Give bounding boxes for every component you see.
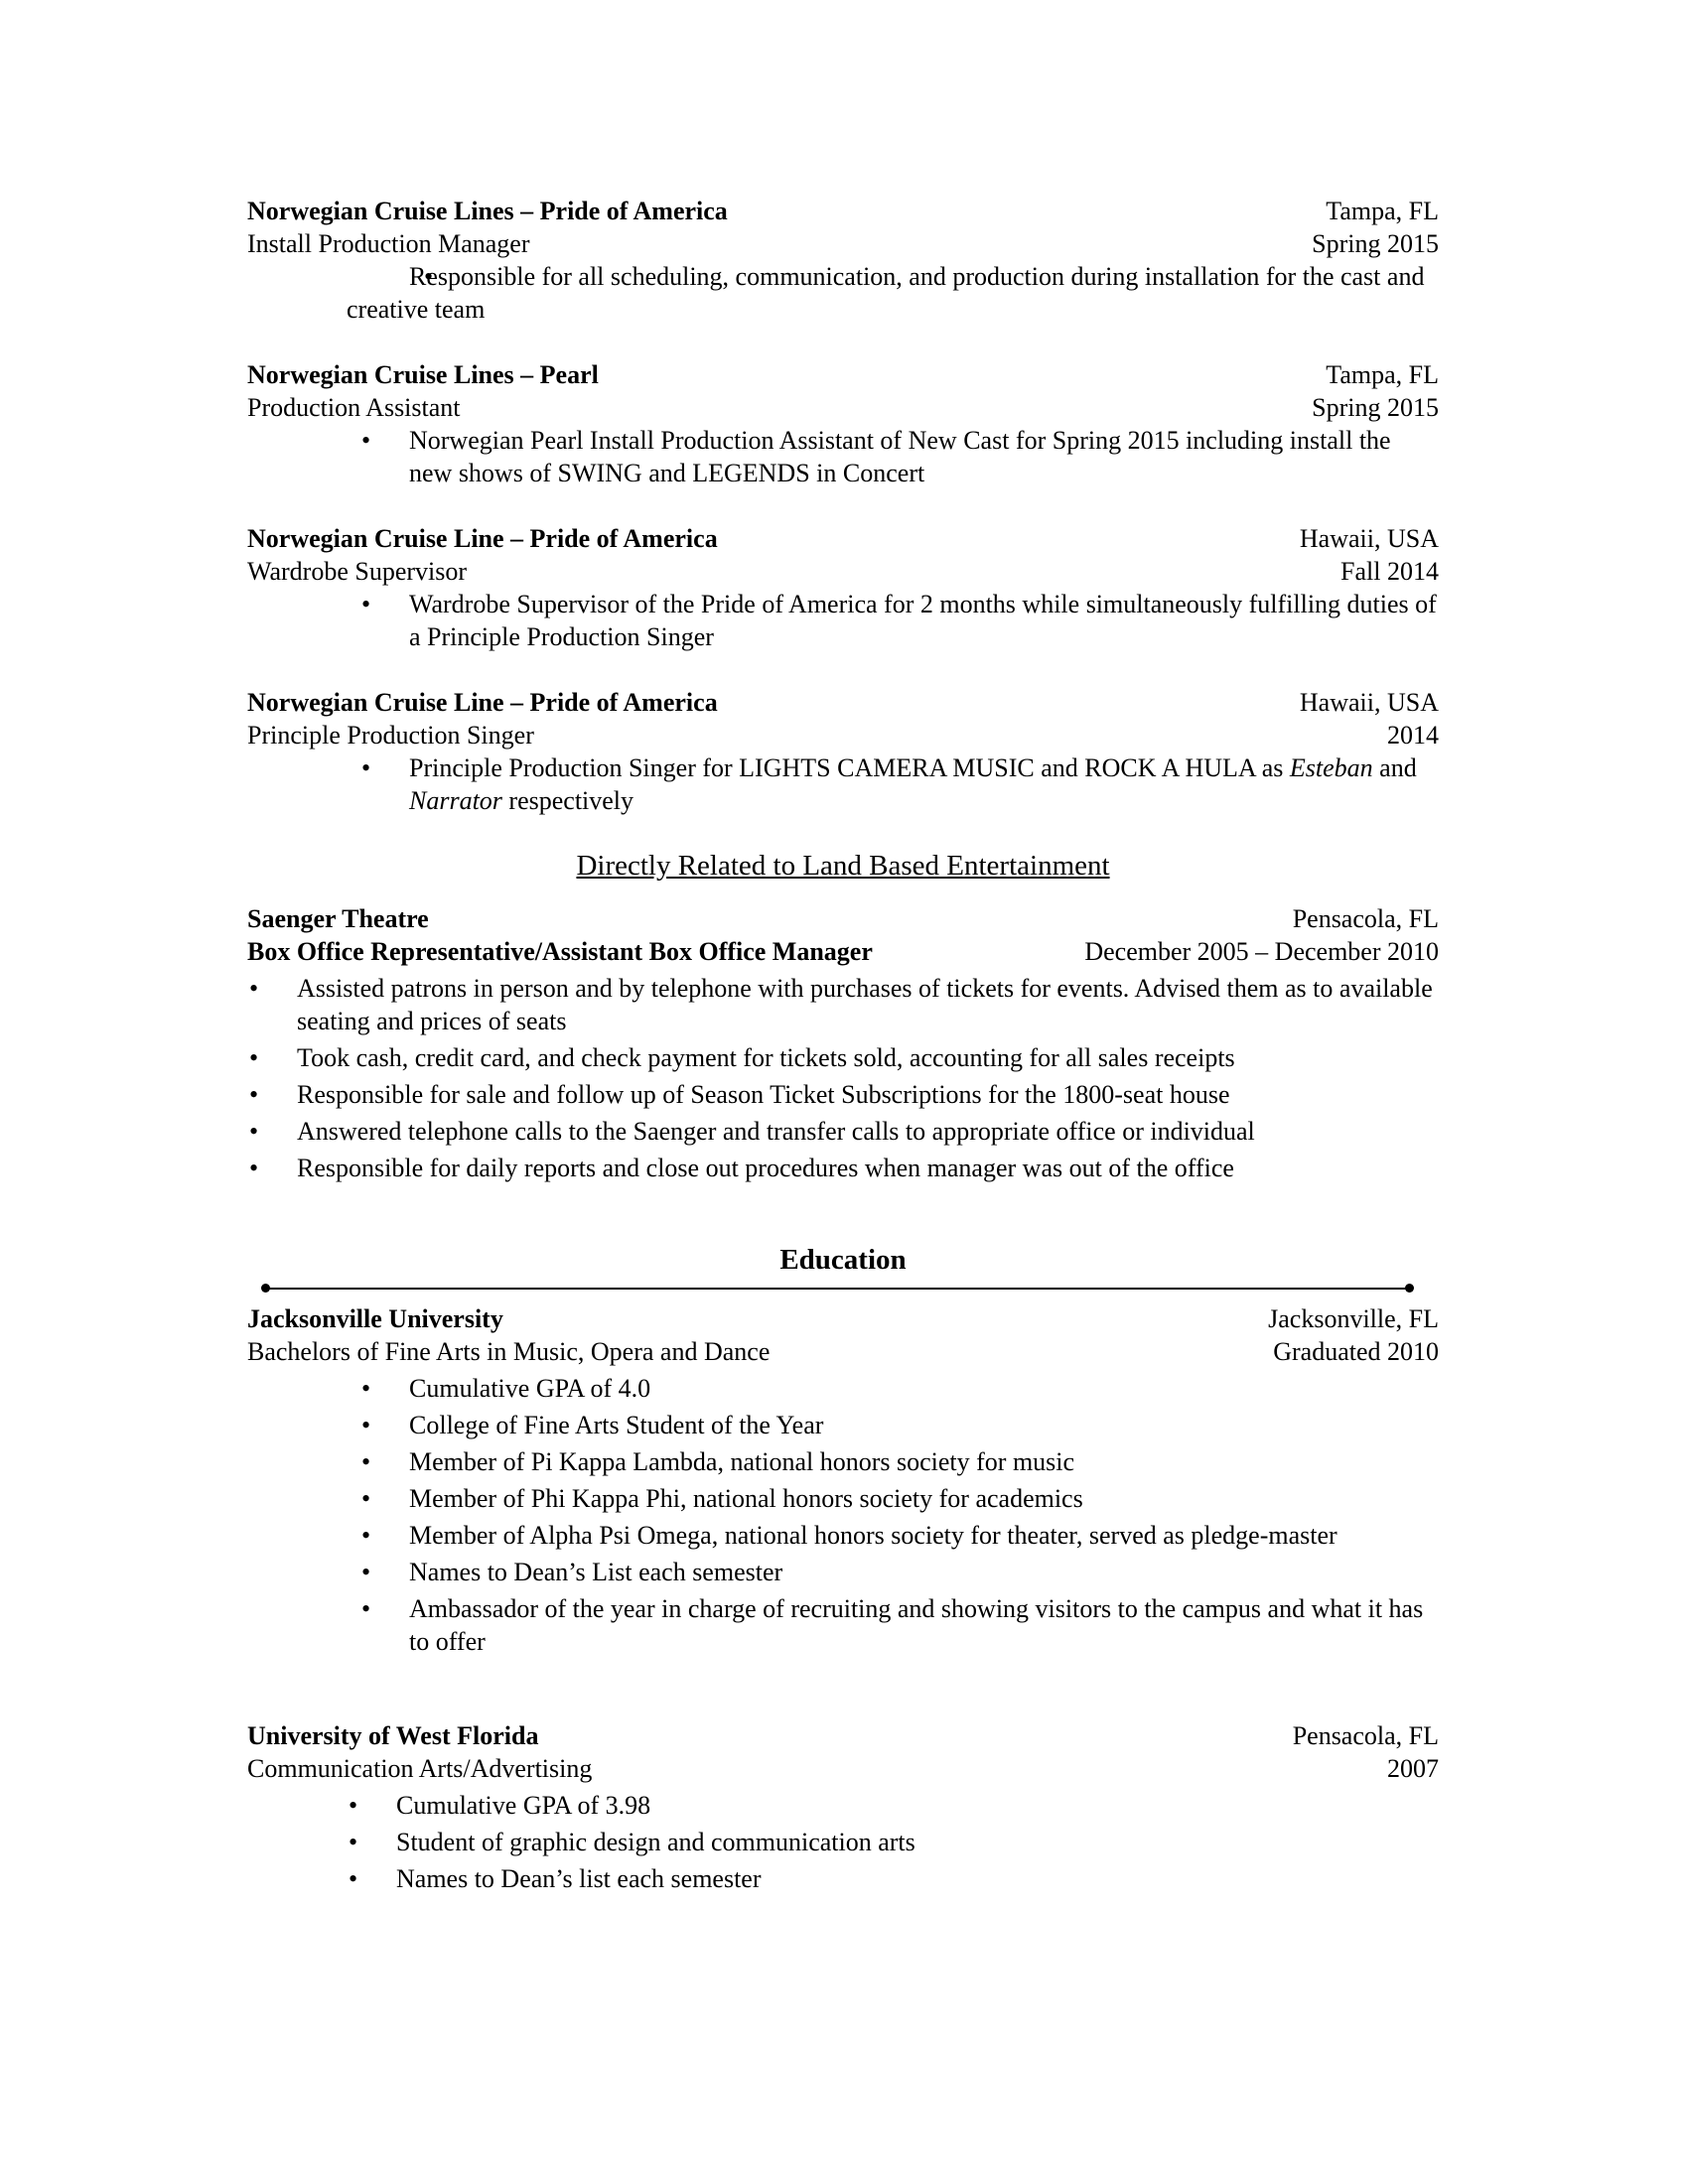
school-date: 2007 [1387,1754,1439,1783]
job-location: Hawaii, USA [1299,524,1439,553]
employer-name: Norwegian Cruise Line – Pride of America [247,524,718,553]
education-bullet: • Ambassador of the year in charge of recruiting and showing visitors to the campus and what it has to offer [409,1592,1439,1658]
job-bullet [409,751,1439,817]
job-date: 2014 [1387,721,1439,750]
job-bullet: • Responsible for all scheduling, communication, and production during installation for the cast and creative team [347,260,1439,326]
bullet-text: and [1372,753,1417,782]
job-date: Spring 2015 [1312,393,1439,422]
job-bullet: • Answered telephone calls to the Saenger and transfer calls to appropriate office or individual [297,1115,1439,1148]
education-bullet: • Student of graphic design and communication arts [396,1826,1439,1858]
school-location: Jacksonville, FL [1268,1304,1439,1333]
job-bullet: • Wardrobe Supervisor of the Pride of America for 2 months while simultaneously fulfilling duties of a Principle Production Singer [409,588,1439,653]
job-entry [247,522,1439,653]
job-bullet: • Norwegian Pearl Install Production Assistant of New Cast for Spring 2015 including install the new shows of SWING and LEGENDS in Concert [409,424,1439,489]
employer-name: Norwegian Cruise Lines – Pearl [247,360,599,389]
school-location: Pensacola, FL [1292,1721,1439,1750]
job-entry [247,358,1439,489]
education-bullet: • College of Fine Arts Student of the Year [409,1409,1439,1441]
job-date: Fall 2014 [1340,557,1439,586]
job-bullet: • Assisted patrons in person and by telephone with purchases of tickets for events. Advised them as to available seating and prices of seats [297,972,1439,1037]
education-bullet: • Names to Dean’s list each semester [396,1862,1439,1895]
bullet-text: Principle Production Singer for LIGHTS CAMERA MUSIC and ROCK A HULA as [409,753,1290,782]
job-entry [247,195,1439,326]
education-heading: Education [779,1244,907,1276]
job-location: Tampa, FL [1326,197,1439,225]
degree: Bachelors of Fine Arts in Music, Opera and Dance [247,1337,771,1366]
education-bullet: • Member of Alpha Psi Omega, national honors society for theater, served as pledge-master [409,1519,1439,1552]
school-entry [247,1302,1439,1658]
school-name: University of West Florida [247,1721,539,1750]
job-location: Pensacola, FL [1292,904,1439,933]
job-entry [247,902,1439,1184]
job-date: Spring 2015 [1312,229,1439,258]
section-divider [261,1281,1414,1297]
education-bullet: • Cumulative GPA of 3.98 [396,1789,1439,1822]
job-title: Box Office Representative/Assistant Box Office Manager [247,937,873,966]
job-bullet: • Responsible for daily reports and close out procedures when manager was out of the office [297,1152,1439,1184]
education-bullet: • Member of Phi Kappa Phi, national honors society for academics [409,1482,1439,1515]
job-title: Install Production Manager [247,229,530,258]
education-bullet: • Names to Dean’s List each semester [409,1556,1439,1588]
job-location: Tampa, FL [1326,360,1439,389]
education-bullet: • Cumulative GPA of 4.0 [409,1372,1439,1405]
bullet-text: respectively [501,786,634,815]
role-name: Narrator [409,786,502,815]
employer-name: Saenger Theatre [247,904,429,933]
school-name: Jacksonville University [247,1304,503,1333]
job-location: Hawaii, USA [1299,688,1439,717]
job-bullet: • Took cash, credit card, and check payment for tickets sold, accounting for all sales receipts [297,1041,1439,1074]
job-title: Principle Production Singer [247,721,534,750]
employer-name: Norwegian Cruise Lines – Pride of America [247,197,728,225]
job-title: Wardrobe Supervisor [247,557,468,586]
school-entry [247,1719,1439,1895]
section-heading: Directly Related to Land Based Entertainment [576,850,1110,882]
degree: Communication Arts/Advertising [247,1754,593,1783]
resume-page [247,195,1439,1895]
job-bullet: • Responsible for sale and follow up of Season Ticket Subscriptions for the 1800-seat house [297,1078,1439,1111]
job-title: Production Assistant [247,393,461,422]
employer-name: Norwegian Cruise Line – Pride of America [247,688,718,717]
school-date: Graduated 2010 [1273,1337,1439,1366]
education-bullet: • Member of Pi Kappa Lambda, national honors society for music [409,1445,1439,1478]
job-entry [247,686,1439,817]
job-date: December 2005 – December 2010 [1084,937,1439,966]
role-name: Esteban [1289,753,1373,782]
